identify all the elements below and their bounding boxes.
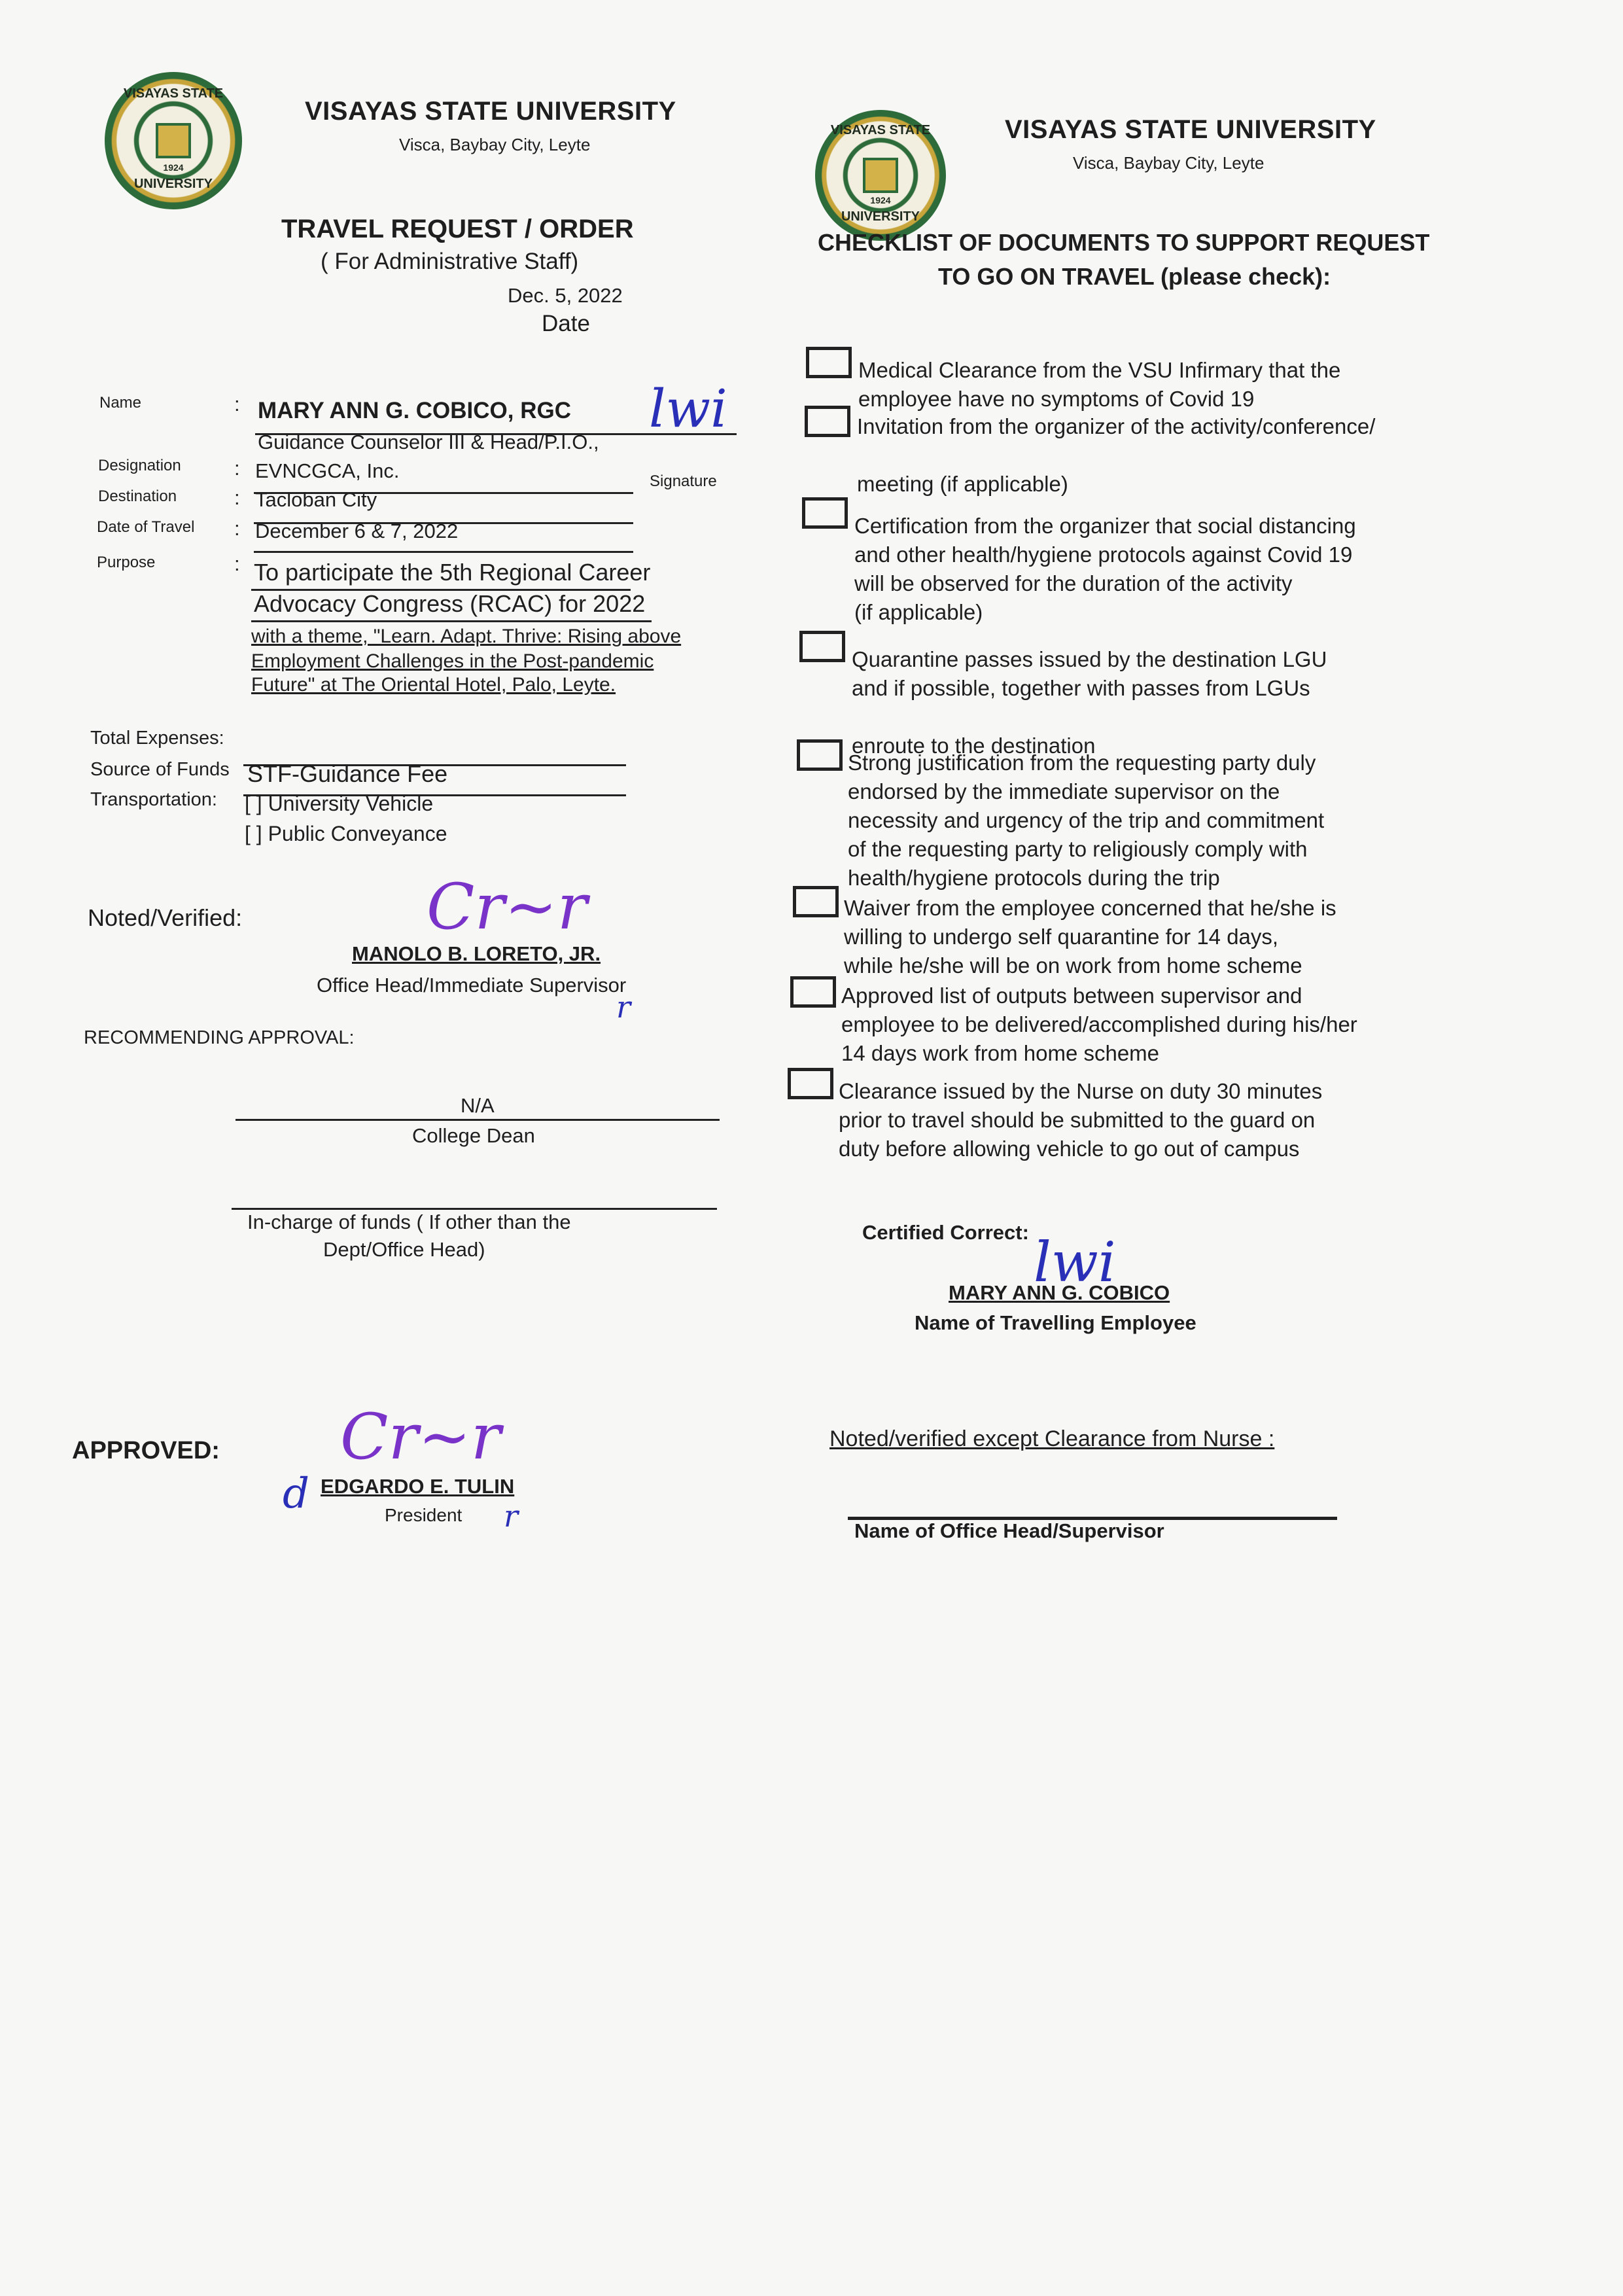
- checklist-item: Strong justification from the requesting party duly endorsed by the immediate supervisor on the necessity and urgency of the trip and commitment of the requesting party to religiously comply with health/hygiene protocols during the trip: [848, 751, 1325, 890]
- university-seal-right: [815, 110, 946, 241]
- initial-mark: r: [616, 989, 631, 1025]
- university-name-left: VISAYAS STATE UNIVERSITY: [305, 97, 676, 126]
- request-date: Dec. 5, 2022: [508, 284, 623, 307]
- transportation-label: Transportation:: [90, 789, 217, 810]
- purpose-line1: To participate the 5th Regional Career: [254, 559, 651, 586]
- colon: :: [234, 517, 240, 540]
- checkbox-medical-clearance[interactable]: [806, 347, 852, 378]
- travelling-employee-title: Name of Travelling Employee: [915, 1311, 1196, 1334]
- checklist-item: Clearance issued by the Nurse on duty 30 minutes prior to travel should be submitted to the guard on duty before allowing vehicle to go out of campus: [839, 1079, 1323, 1161]
- approved-label: APPROVED:: [72, 1437, 220, 1464]
- office-head-label: Name of Office Head/Supervisor: [854, 1519, 1164, 1542]
- checkbox-waiver[interactable]: [793, 886, 839, 917]
- source-of-funds-value: STF-Guidance Fee: [247, 760, 448, 787]
- date-of-travel-underline: [254, 551, 633, 553]
- designation-line2: EVNCGCA, Inc.: [255, 459, 400, 482]
- employee-signature: lwi: [1034, 1230, 1116, 1294]
- purpose-label: Purpose: [97, 554, 156, 571]
- initial-mark: d: [283, 1470, 309, 1518]
- president-title: President: [385, 1505, 462, 1525]
- university-address-left: Visca, Baybay City, Leyte: [399, 135, 591, 154]
- seal-bottom-text: UNIVERSITY: [133, 177, 213, 191]
- colon: :: [234, 457, 240, 480]
- incharge-underline: [232, 1208, 717, 1210]
- checklist-item: Approved list of outputs between supervisor and employee to be delivered/accomplished during his/her 14 days work from home scheme: [841, 983, 1357, 1065]
- date-of-travel-label: Date of Travel: [97, 518, 195, 536]
- checkbox-nurse-clearance[interactable]: [788, 1068, 833, 1099]
- checkbox-certification[interactable]: [802, 497, 848, 529]
- name-label: Name: [99, 394, 142, 412]
- transport-public-conveyance: [ ] Public Conveyance: [245, 822, 447, 845]
- seal-top-text: VISAYAS STATE: [123, 86, 224, 101]
- date-label: Date: [542, 311, 590, 336]
- supervisor-signature: Cr~r: [427, 870, 587, 944]
- purpose-line2: Advocacy Congress (RCAC) for 2022: [254, 590, 646, 617]
- university-address-right: Visca, Baybay City, Leyte: [1073, 153, 1265, 173]
- noted-except-nurse: Noted/verified except Clearance from Nurse :: [829, 1426, 1275, 1451]
- checkbox-quarantine-passes[interactable]: [799, 631, 845, 662]
- president-signature: Cr~r: [340, 1400, 501, 1474]
- travelling-employee-name: MARY ANN G. COBICO: [949, 1281, 1170, 1304]
- seal-top-text: VISAYAS STATE: [830, 123, 931, 137]
- purpose-line5: Future" at The Oriental Hotel, Palo, Leyte.: [251, 674, 616, 696]
- checkbox-approved-outputs[interactable]: [790, 976, 836, 1008]
- seal-emblem-icon: [156, 123, 191, 158]
- employee-signature: lwi: [649, 378, 727, 439]
- university-name-right: VISAYAS STATE UNIVERSITY: [1005, 115, 1376, 144]
- signature-label: Signature: [650, 472, 717, 490]
- seal-bottom-text: UNIVERSITY: [841, 209, 920, 224]
- form-subtitle: ( For Administrative Staff): [321, 249, 579, 274]
- date-of-travel-value: December 6 & 7, 2022: [255, 520, 459, 542]
- colon: :: [234, 393, 240, 415]
- initial-mark: r: [504, 1498, 518, 1534]
- designation-label: Designation: [98, 457, 181, 474]
- checklist-item: Waiver from the employee concerned that he/she is willing to undergo self quarantine for 14 days, while he/she will be on work from home scheme: [844, 896, 1336, 978]
- checklist-item: Invitation from the organizer of the activity/conference/ meeting (if applicable): [857, 414, 1376, 496]
- source-of-funds-label: Source of Funds: [90, 759, 230, 780]
- college-dean-underline: [236, 1119, 720, 1121]
- supervisor-title: Office Head/Immediate Supervisor: [317, 974, 627, 997]
- incharge-line1: In-charge of funds ( If other than the: [247, 1210, 571, 1233]
- seal-year: 1924: [870, 195, 891, 205]
- checklist-title-line2: TO GO ON TRAVEL (please check):: [938, 263, 1331, 290]
- incharge-line2: Dept/Office Head): [323, 1238, 485, 1261]
- destination-label: Destination: [98, 487, 177, 505]
- certified-correct-label: Certified Correct:: [862, 1221, 1029, 1244]
- seal-year: 1924: [163, 162, 184, 173]
- total-expenses-label: Total Expenses:: [90, 728, 224, 749]
- university-seal-left: [105, 72, 242, 209]
- noted-verified-label: Noted/Verified:: [88, 904, 243, 931]
- purpose-underline2: [251, 620, 652, 622]
- checklist-item: Medical Clearance from the VSU Infirmary that the employee have no symptoms of Covid 19: [858, 358, 1341, 411]
- colon: :: [234, 486, 240, 509]
- president-name: EDGARDO E. TULIN: [321, 1475, 515, 1498]
- destination-value: Tacloban City: [255, 488, 377, 511]
- designation-line1: Guidance Counselor III & Head/P.I.O.,: [258, 431, 599, 453]
- checkbox-invitation[interactable]: [805, 406, 850, 437]
- checklist-title-line1: CHECKLIST OF DOCUMENTS TO SUPPORT REQUEST: [818, 229, 1430, 256]
- form-title: TRAVEL REQUEST / ORDER: [281, 215, 634, 243]
- purpose-line4: Employment Challenges in the Post-pandemic: [251, 650, 654, 672]
- supervisor-name: MANOLO B. LORETO, JR.: [352, 942, 601, 965]
- colon: :: [234, 552, 240, 575]
- college-dean-title: College Dean: [412, 1124, 535, 1147]
- checklist-item: Quarantine passes issued by the destination LGU and if possible, together with passes from LGUs enroute to the destination: [852, 647, 1327, 758]
- seal-emblem-icon: [863, 158, 898, 193]
- recommending-approval-label: RECOMMENDING APPROVAL:: [84, 1027, 355, 1048]
- name-value: MARY ANN G. COBICO, RGC: [258, 398, 571, 423]
- checklist-item: Certification from the organizer that social distancing and other health/hygiene protocols against Covid 19 will be observed for the duration of the activity (if applicable): [854, 514, 1356, 624]
- college-dean-value: N/A: [461, 1094, 495, 1117]
- checkbox-strong-justification[interactable]: [797, 739, 843, 771]
- transport-university-vehicle: [ ] University Vehicle: [245, 792, 434, 815]
- purpose-line3: with a theme, "Learn. Adapt. Thrive: Rising above: [251, 626, 682, 647]
